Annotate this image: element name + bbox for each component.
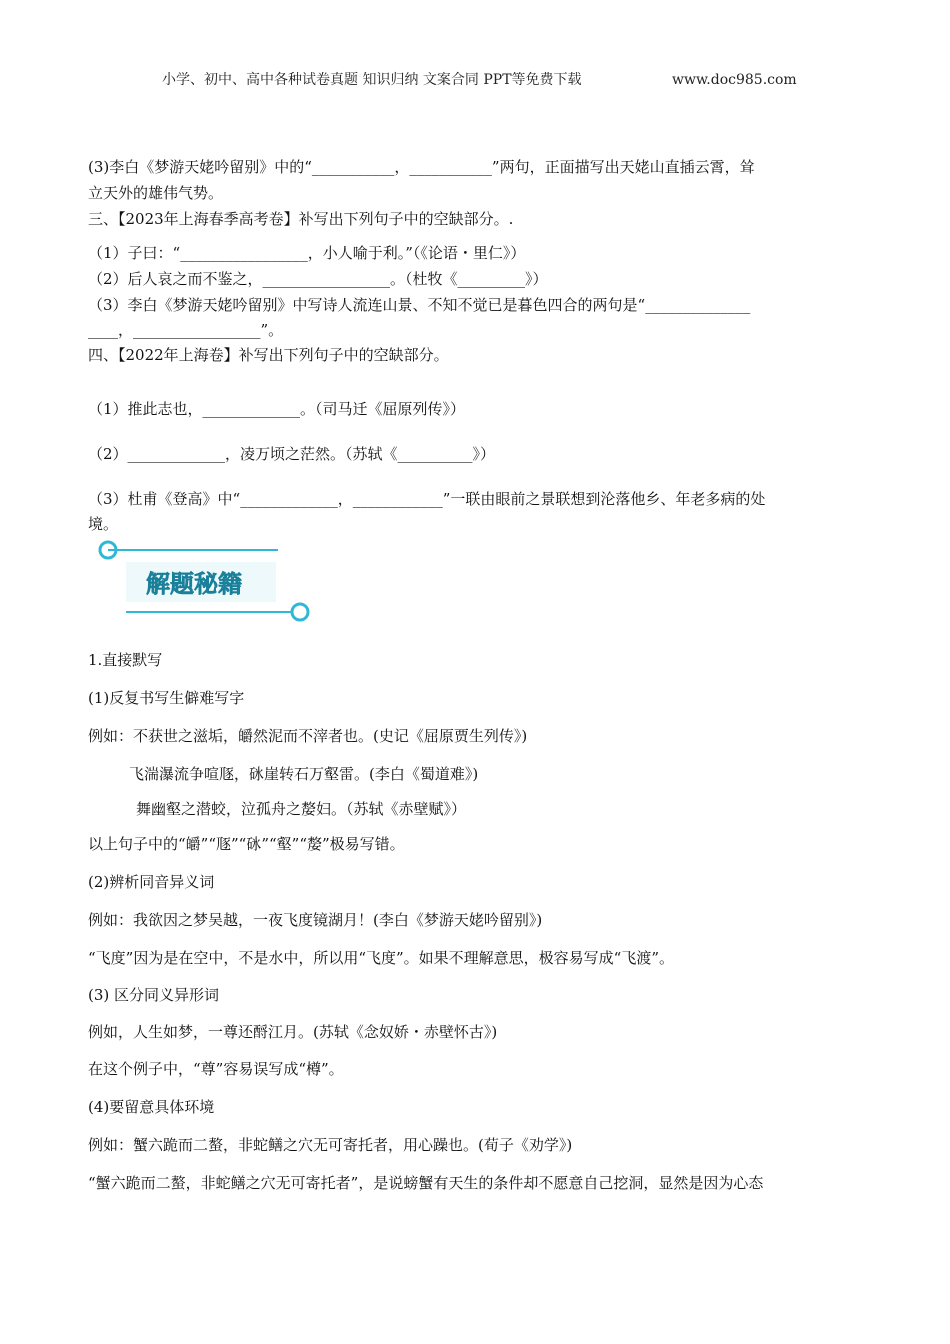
body-line: (2)辨析同音异义词 xyxy=(88,873,215,891)
question-line: （2）_____________，凌万顷之茫然。（苏轼《__________》） xyxy=(88,445,496,463)
body-line: (1)反复书写生僻难写字 xyxy=(88,689,245,707)
question-line: （3）李白《梦游天姥吟留别》中写诗人流连山景、不知不觉已是暮色四合的两句是“______________ xyxy=(88,296,751,314)
section-heading: 四、【2022年上海卷】补写出下列句子中的空缺部分。 xyxy=(88,346,449,364)
header-url[interactable]: www.doc985.com xyxy=(672,72,797,88)
body-line: 例如：我欲因之梦吴越，一夜飞度镜湖月！(李白《梦游天姥吟留别》) xyxy=(88,911,543,929)
section-heading: 三、【2023年上海春季高考卷】补写出下列句子中的空缺部分。. xyxy=(88,210,514,228)
question-line: （1）子曰：“_________________，小人喻于利。”（《论语・里仁》） xyxy=(88,244,526,262)
question-line: （1）推此志也，_____________。（司马迁《屈原列传》） xyxy=(88,400,466,418)
body-line: 例如：蟹六跪而二螯，非蛇鳝之穴无可寄托者，用心躁也。(荀子《劝学》) xyxy=(88,1136,573,1154)
question-line: 立天外的雄伟气势。 xyxy=(88,184,224,202)
body-line: “飞度”因为是在空中，不是水中，所以用“飞度”。如果不理解意思，极容易写成“飞渡”。 xyxy=(88,949,675,967)
body-line: 1.直接默写 xyxy=(88,651,163,669)
body-line: 以上句子中的“皭”“豗”“砯”“壑”“嫠”极易写错。 xyxy=(88,835,405,853)
body-line: (4)要留意具体环境 xyxy=(88,1098,215,1116)
body-line: (3) 区分同义异形词 xyxy=(88,986,220,1004)
question-line: ____，_________________”。 xyxy=(88,321,284,339)
question-line: （2）后人哀之而不鉴之，_________________。（杜牧《_________》） xyxy=(88,270,548,288)
banner-title: 解题秘籍 xyxy=(146,570,242,598)
body-line: 舞幽壑之潜蛟，泣孤舟之嫠妇。（苏轼《赤壁赋》） xyxy=(136,800,467,818)
question-line: （3）杜甫《登高》中“_____________，____________”一联由眼前之景联想到沦落他乡、年老多病的处 xyxy=(88,490,766,508)
question-line: 境。 xyxy=(88,515,119,533)
question-line: (3)李白《梦游天姥吟留别》中的“___________，___________”两句，正面描写出天姥山直插云霄，耸 xyxy=(88,158,755,176)
body-line: 例如：不获世之滋垢，皭然泥而不滓者也。(史记《屈原贾生列传》) xyxy=(88,727,528,745)
body-line: “蟹六跪而二螯，非蛇鳝之穴无可寄托者”，是说螃蟹有天生的条件却不愿意自己挖洞，显然是因为心态 xyxy=(88,1174,764,1192)
header-site-text: 小学、初中、高中各种试卷真题 知识归纳 文案合同 PPT等免费下载 xyxy=(162,72,582,88)
body-line: 在这个例子中，“尊”容易误写成“樽”。 xyxy=(88,1060,344,1078)
banner-bottom-circle xyxy=(292,604,308,620)
body-line: 飞湍瀑流争喧豗，砯崖转石万壑雷。(李白《蜀道难》) xyxy=(129,765,479,783)
body-line: 例如，人生如梦，一尊还酹江月。(苏轼《念奴娇・赤壁怀古》) xyxy=(88,1023,498,1041)
solution-secrets-banner xyxy=(90,536,330,632)
